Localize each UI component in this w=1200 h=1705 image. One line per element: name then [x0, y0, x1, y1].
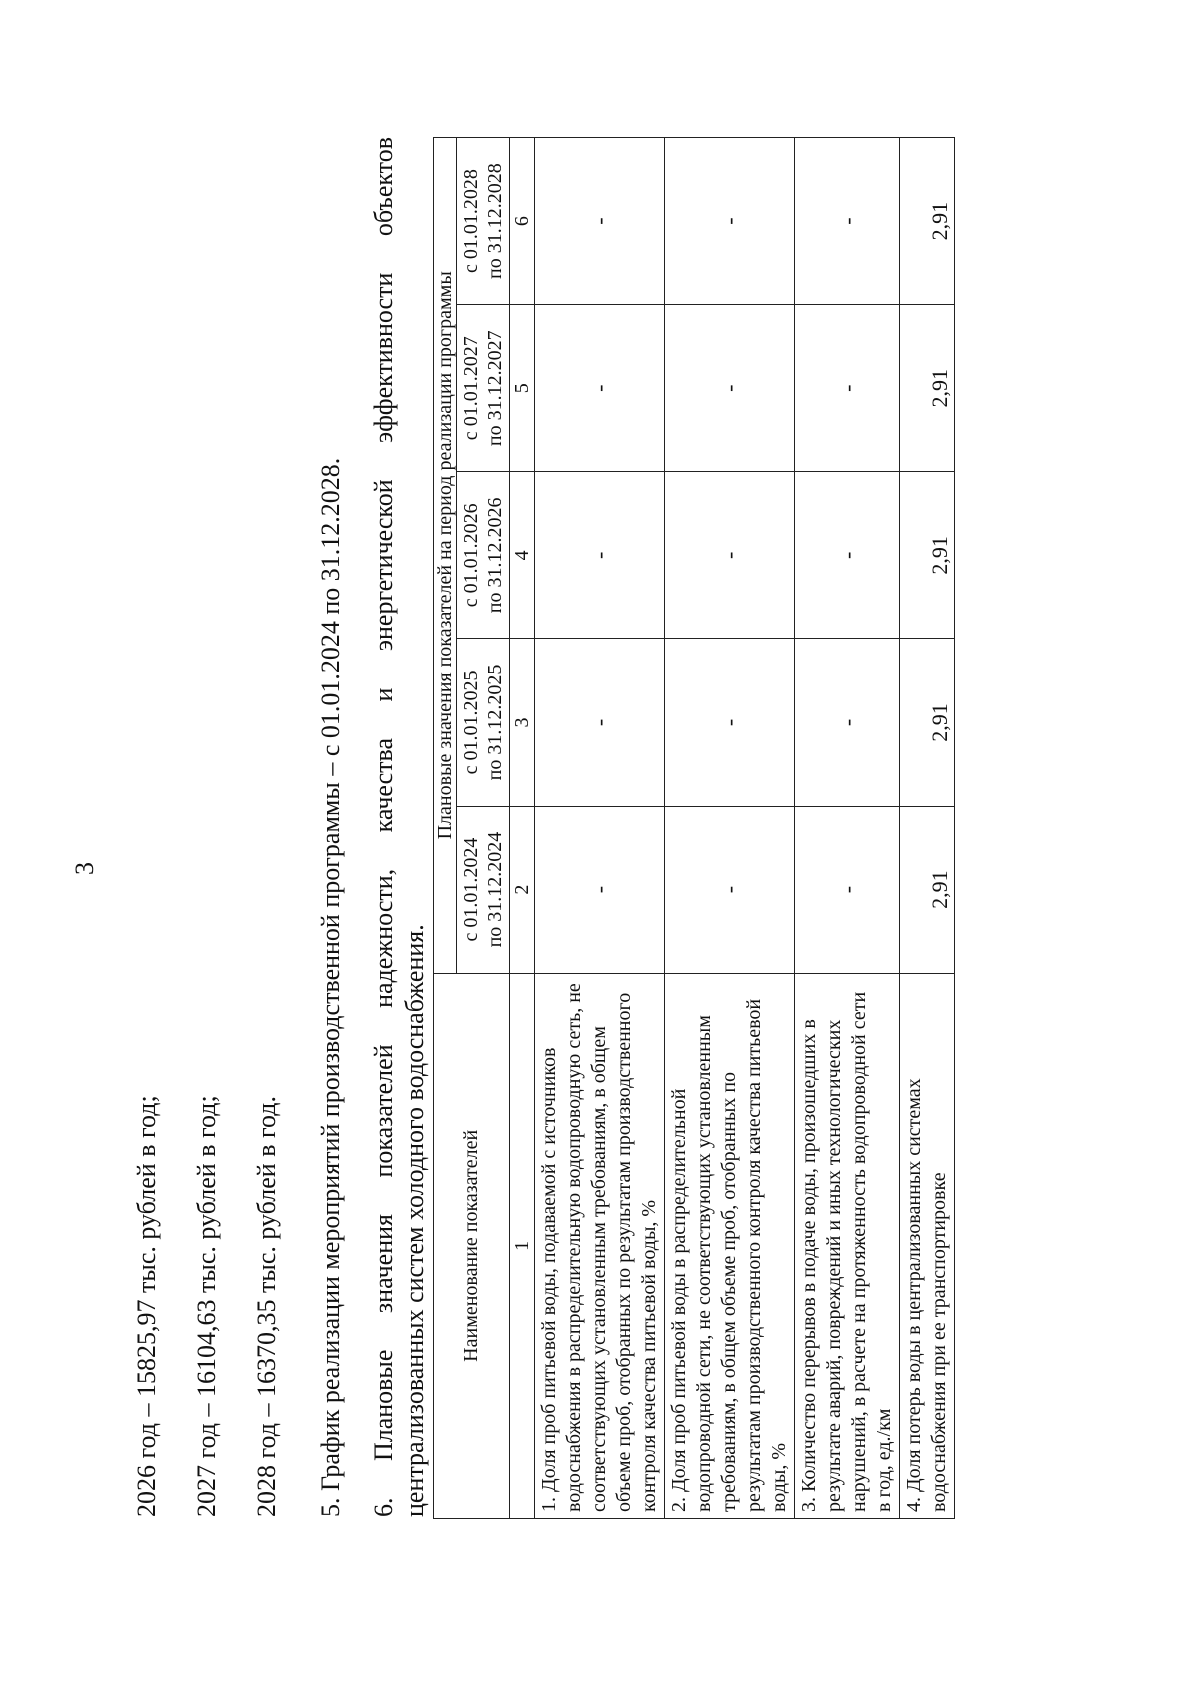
- column-number: 4: [510, 472, 535, 639]
- column-number: 6: [510, 138, 535, 305]
- section-6-word: надежности,: [369, 868, 398, 1008]
- table-row: [900, 138, 955, 1519]
- section-6-word: и: [369, 687, 398, 702]
- indicator-value: -: [795, 806, 900, 973]
- header-period-2028: [457, 138, 510, 305]
- indicator-value: -: [665, 639, 795, 806]
- indicator-value: 2,91: [900, 472, 955, 639]
- indicator-name: 1. Доля проб питьевой воды, подаваемой с источников водоснабжения в распределительную водопроводную сеть, не соответствующих установленным требованиям, в общем объеме проб, отобранных по результатам производственного контроля качества питьевой воды, %: [535, 973, 665, 1518]
- indicator-value: -: [795, 639, 900, 806]
- section-6-word: эффективности: [369, 272, 398, 443]
- column-number: 5: [510, 305, 535, 472]
- period-to: по 31.12.2027: [484, 330, 506, 447]
- section-5-schedule: 5. График реализации мероприятий производственной программы – с 01.01.2024 по 31.12.2028.: [316, 457, 345, 1517]
- column-number: 3: [510, 639, 535, 806]
- section-6-word: 6.: [369, 1497, 398, 1517]
- section-6-word: качества: [369, 738, 398, 833]
- indicators-table: [433, 137, 955, 1519]
- indicator-value: -: [535, 639, 665, 806]
- period-to: по 31.12.2025: [484, 664, 506, 781]
- period-to: по 31.12.2026: [484, 497, 506, 614]
- indicator-value: 2,91: [900, 305, 955, 472]
- header-period-2025: [457, 639, 510, 806]
- header-period-2024: [457, 806, 510, 973]
- section-6-heading: [368, 137, 430, 1517]
- period-from: с 01.01.2025: [460, 670, 482, 775]
- header-row-numbers: [510, 138, 535, 1519]
- budget-line-2027: 2027 год – 16104,63 тыс. рублей в год;: [192, 1095, 221, 1517]
- table-row: [795, 138, 900, 1519]
- indicator-value: -: [535, 305, 665, 472]
- indicator-name: 2. Доля проб питьевой воды в распределительной водопроводной сети, не соответствующих установленным требованиям, в общем объеме проб, отобранных по результатам производственного контроля качества питьевой воды, %: [665, 973, 795, 1518]
- indicator-value: -: [665, 472, 795, 639]
- indicator-value: 2,91: [900, 138, 955, 305]
- section-6-heading-line-2: централизованных систем холодного водоснабжения.: [400, 924, 429, 1517]
- page-number: 3: [70, 862, 99, 875]
- column-number: 1: [510, 973, 535, 1518]
- indicator-value: 2,91: [900, 639, 955, 806]
- header-row-group: [434, 138, 457, 1519]
- indicator-value: -: [795, 472, 900, 639]
- header-indicator-name: Наименование показателей: [434, 973, 510, 1518]
- indicator-value: -: [535, 472, 665, 639]
- header-planned-values: Плановые значения показателей на период реализации программы: [434, 138, 457, 974]
- indicator-value: 2,91: [900, 806, 955, 973]
- indicator-name: 3. Количество перерывов в подаче воды, произошедших в результате аварий, повреждений и иных технологических нарушений, в расчете на протяженность водопроводной сети в год, ед./км: [795, 973, 900, 1518]
- period-to: по 31.12.2028: [484, 163, 506, 279]
- table-row: [665, 138, 795, 1519]
- section-6-word: показателей: [369, 1044, 398, 1178]
- period-from: с 01.01.2028: [460, 169, 482, 274]
- budget-line-2026: 2026 год – 15825,97 тыс. рублей в год;: [132, 1095, 161, 1517]
- indicator-value: -: [665, 138, 795, 305]
- indicator-name: 4. Доля потерь воды в централизованных системах водоснабжения при ее транспортировке: [900, 973, 955, 1518]
- indicator-value: -: [535, 138, 665, 305]
- table-row: [535, 138, 665, 1519]
- indicator-value: -: [665, 806, 795, 973]
- budget-line-2028: 2028 год – 16370,35 тыс. рублей в год.: [252, 1096, 281, 1517]
- section-6-word: объектов: [369, 137, 398, 237]
- section-6-heading-line-1: [368, 137, 399, 1517]
- header-period-2027: [457, 305, 510, 472]
- period-from: с 01.01.2024: [460, 837, 482, 942]
- period-to: по 31.12.2024: [484, 831, 506, 948]
- indicator-value: -: [795, 138, 900, 305]
- period-from: с 01.01.2026: [460, 503, 482, 608]
- indicator-value: -: [795, 305, 900, 472]
- indicator-value: -: [665, 305, 795, 472]
- period-from: с 01.01.2027: [460, 336, 482, 441]
- column-number: 2: [510, 806, 535, 973]
- section-6-word: Плановые: [369, 1349, 398, 1462]
- header-period-2026: [457, 472, 510, 639]
- section-6-word: значения: [369, 1214, 398, 1314]
- indicator-value: -: [535, 806, 665, 973]
- section-6-word: энергетической: [369, 479, 398, 652]
